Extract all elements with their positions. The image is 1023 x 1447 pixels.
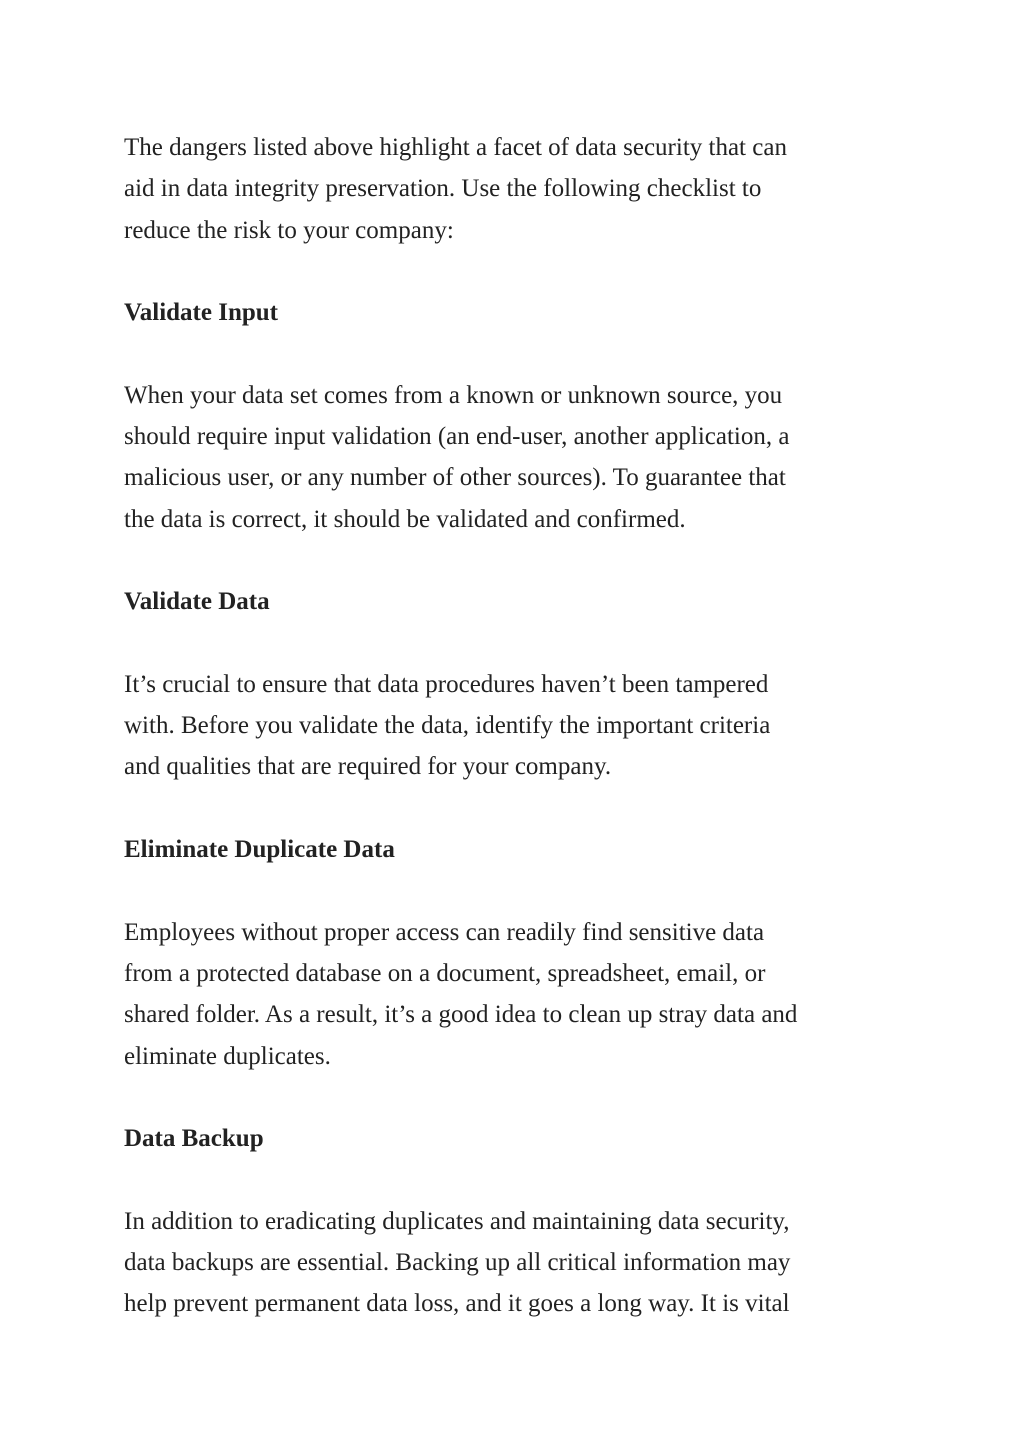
section-heading-validate-data: Validate Data xyxy=(124,588,270,616)
section-body-validate-data: It’s crucial to ensure that data procedures haven’t been tampered with. Before you validate the data, identify the important criteria and qualities that are required for your company. xyxy=(124,670,771,781)
section-body-validate-input: When your data set comes from a known or unknown source, you should require input validation (an end-user, another application, a malicious user, or any number of other sources). To guarantee that the data is correct, it should be validated and confirmed. xyxy=(124,381,790,533)
section-body-data-backup: In addition to eradicating duplicates and maintaining data security, data backups are essential. Backing up all critical information may help prevent permanent data loss, and it goes a long way. It is vital xyxy=(124,1207,791,1318)
section-heading-eliminate-duplicate-data: Eliminate Duplicate Data xyxy=(124,836,395,864)
section-heading-data-backup: Data Backup xyxy=(124,1125,264,1153)
section-body-eliminate-duplicate-data: Employees without proper access can readily find sensitive data from a protected database on a document, spreadsheet, email, or shared folder. As a result, it’s a good idea to clean up stray data and eliminate duplicates. xyxy=(124,918,798,1070)
intro-paragraph: The dangers listed above highlight a facet of data security that can aid in data integrity preservation. Use the following checklist to reduce the risk to your company: xyxy=(124,134,787,244)
section-heading-validate-input: Validate Input xyxy=(124,299,278,327)
document-page xyxy=(124,127,904,1366)
